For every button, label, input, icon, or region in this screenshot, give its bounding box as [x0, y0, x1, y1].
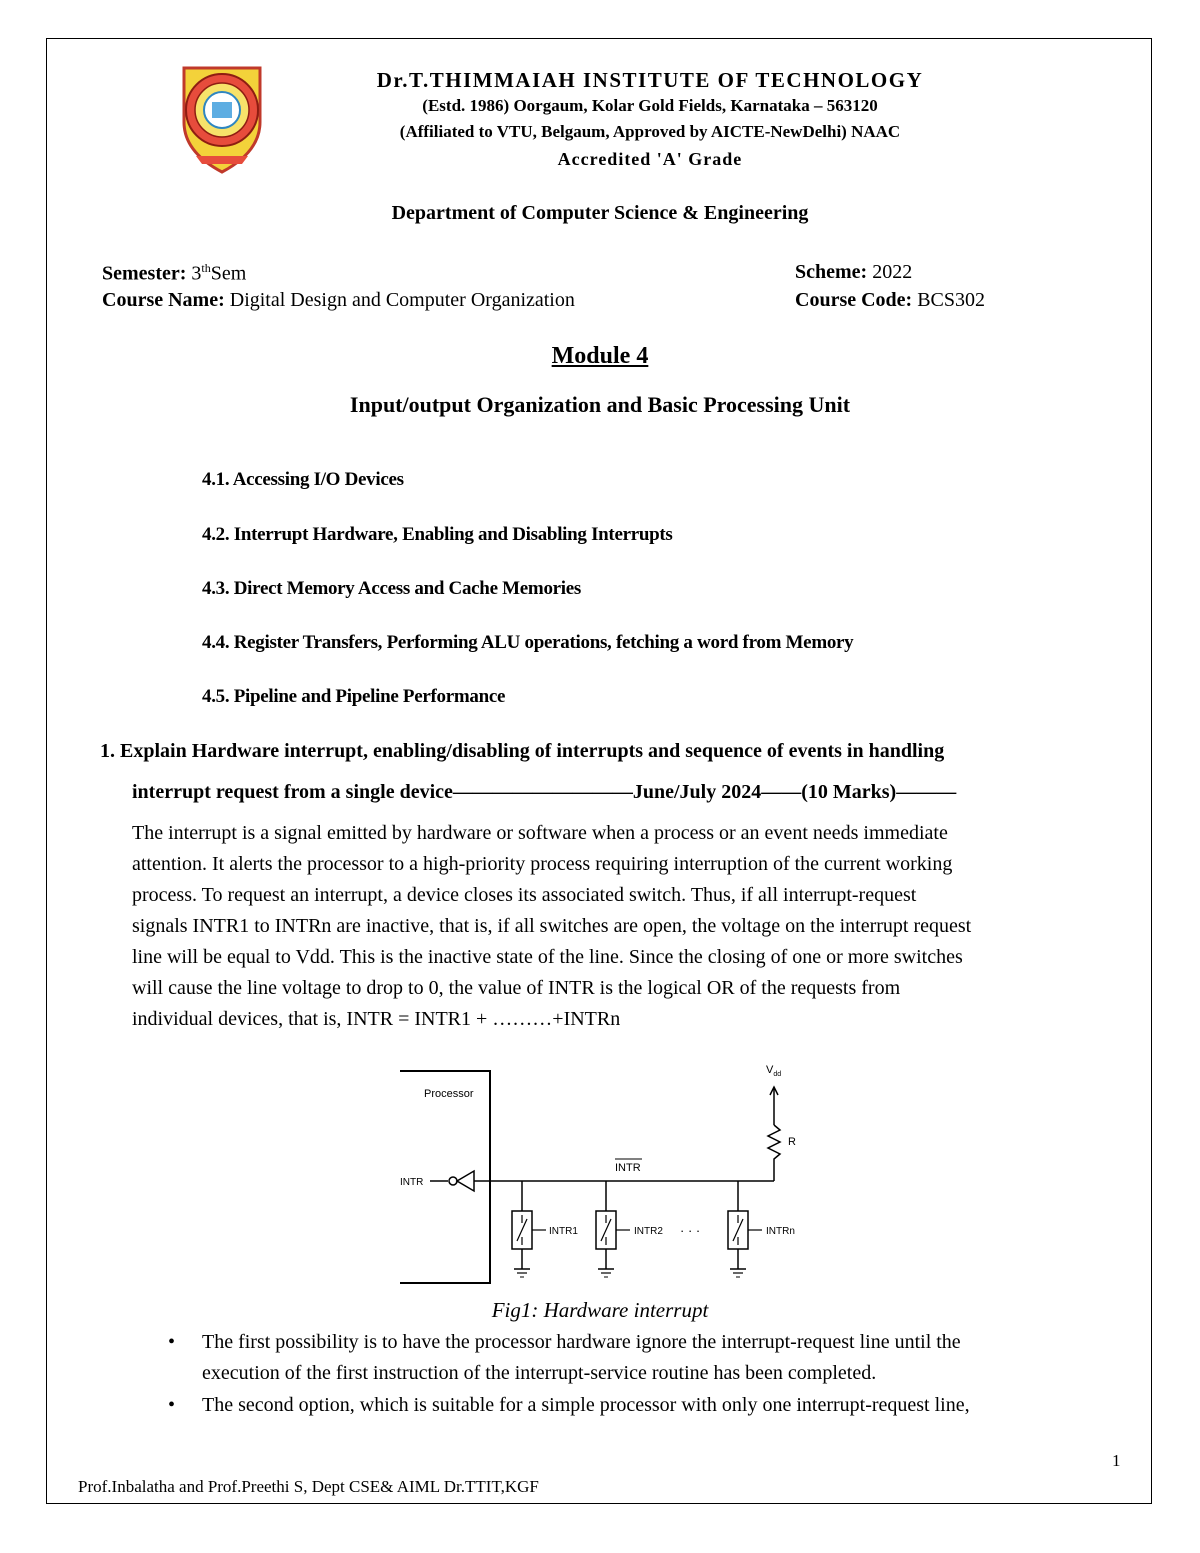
resistor-label: R: [788, 1136, 796, 1148]
toc-item: 4.4. Register Transfers, Performing ALU operations, fetching a word from Memory: [202, 632, 854, 653]
paragraph-line: process. To request an interrupt, a device closes its associated switch. Thus, if all interrupt-request: [132, 884, 917, 906]
paragraph-line: will cause the line voltage to drop to 0, the value of INTR is the logical OR of the requests from: [132, 977, 901, 999]
paragraph-line: signals INTR1 to INTRn are inactive, that is, if all switches are open, the voltage on the interrupt request: [132, 915, 972, 937]
semester-info: Semester: 3thSem: [102, 261, 247, 285]
ellipsis-dots: · · ·: [680, 1223, 701, 1238]
toc-item: 4.5. Pipeline and Pipeline Performance: [202, 686, 506, 707]
institute-affiliation: (Affiliated to VTU, Belgaum, Approved by AICTE-NewDelhi) NAAC: [399, 122, 901, 141]
toc-item: 4.1. Accessing I/O Devices: [202, 469, 404, 490]
module-subtitle: Input/output Organization and Basic Processing Unit: [349, 392, 851, 417]
module-title: Module 4: [551, 343, 649, 369]
department-title: Department of Computer Science & Engineering: [391, 202, 809, 224]
page-footer: Prof.Inbalatha and Prof.Preethi S, Dept CSE& AIML Dr.TTIT,KGF: [78, 1477, 539, 1496]
intr2-label: INTR2: [634, 1226, 663, 1237]
course-name-info: Course Name: Digital Design and Computer Organization: [102, 289, 575, 311]
institute-accreditation: Accredited 'A' Grade: [557, 149, 743, 169]
intrn-label: INTRn: [766, 1226, 795, 1237]
question-heading-line1: 1. Explain Hardware interrupt, enabling/disabling of interrupts and sequence of events in handling: [100, 740, 945, 762]
bullet-symbol: •: [168, 1331, 176, 1353]
paragraph-line: individual devices, that is, INTR = INTR1 + ………+INTRn: [132, 1008, 621, 1030]
page-number: 1: [1112, 1451, 1121, 1470]
intr-label: INTR: [400, 1177, 424, 1188]
toc-item: 4.3. Direct Memory Access and Cache Memories: [202, 578, 581, 599]
bullet-symbol: •: [168, 1394, 176, 1416]
institute-logo: [174, 60, 270, 176]
toc-item: 4.2. Interrupt Hardware, Enabling and Disabling Interrupts: [202, 524, 673, 545]
intr1-label: INTR1: [549, 1226, 578, 1237]
vdd-label: $V_{dd}$: [766, 1065, 782, 1078]
institute-name: Dr.T.THIMMAIAH INSTITUTE OF TECHNOLOGY: [376, 68, 924, 92]
bullet-line: The second option, which is suitable for a simple processor with only one interrupt-request line,: [202, 1394, 970, 1416]
bullet-line: execution of the first instruction of the interrupt-service routine has been completed.: [202, 1362, 877, 1384]
paragraph-line: line will be equal to Vdd. This is the inactive state of the line. Since the closing of one or more switches: [132, 946, 963, 968]
processor-label: Processor: [424, 1088, 474, 1100]
paragraph-line: The interrupt is a signal emitted by hardware or software when a process or an event needs immediate: [132, 822, 948, 844]
intr-bar-label: INTR: [615, 1162, 641, 1174]
bullet-line: The first possibility is to have the processor hardware ignore the interrupt-request line until the: [202, 1331, 961, 1353]
scheme-info: Scheme: 2022: [795, 261, 913, 283]
course-code-info: Course Code: BCS302: [795, 289, 986, 311]
paragraph-line: attention. It alerts the processor to a high-priority process requiring interruption of the current working: [132, 853, 953, 875]
figure-caption: Fig1: Hardware interrupt: [491, 1298, 709, 1322]
institute-address: (Estd. 1986) Oorgaum, Kolar Gold Fields, Karnataka – 563120: [422, 96, 878, 115]
hardware-interrupt-diagram: [396, 1065, 806, 1290]
question-heading-line2: interrupt request from a single device—————————June/July 2024——(10 Marks)———: [132, 781, 957, 803]
